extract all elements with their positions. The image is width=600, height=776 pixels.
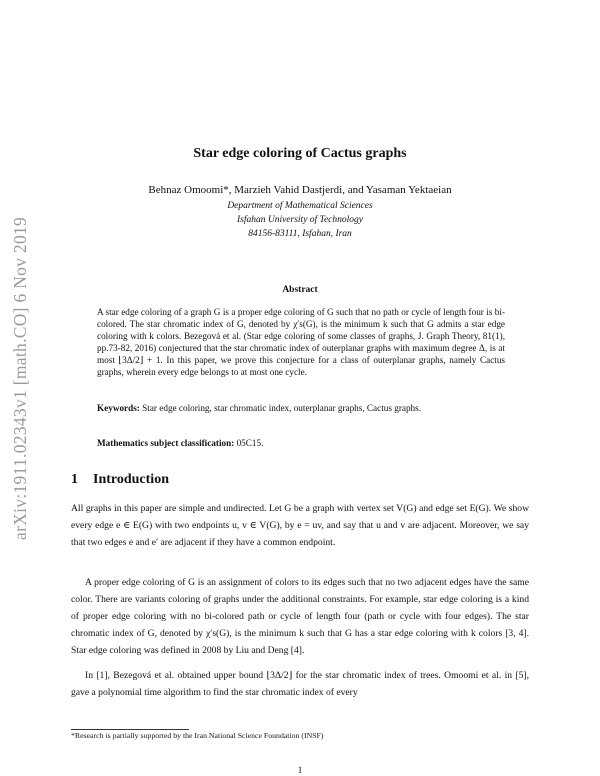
keywords-text: Star edge coloring, star chromatic index, outerplanar graphs, Cactus graphs. — [142, 403, 422, 413]
keywords-label: Keywords: — [97, 403, 140, 413]
paper-title: Star edge coloring of Cactus graphs — [193, 146, 407, 161]
footnote: *Research is partially supported by the Iran National Science Foundation (INSF) — [71, 731, 324, 740]
msc-line — [97, 437, 505, 449]
footnote-rule — [71, 729, 189, 730]
section-number: 1 — [71, 472, 78, 487]
section-heading — [71, 472, 169, 488]
affiliation-address: 84156-83111, Isfahan, Iran — [248, 229, 352, 239]
abstract-text: A star edge coloring of a graph G is a proper edge coloring of G such that no path or cycle of length four is bi-colored. The star chromatic index of G, denoted by χ′s(G), is the minimum k such that G admits a star edge coloring with k colors. Bezegová et al. (Star edge coloring of some classes of graphs, J. Graph Theory, 81(1), pp.73-82, 2016) conjectured that the star chromatic index of outerplanar graphs with maximum degree Δ, is at most ⌊3Δ/2⌋ + 1. In this paper, we prove this conjecture for a class of outerplanar graphs, namely Cactus graphs, wherein every edge belongs to at most one cycle. — [97, 307, 505, 377]
affiliation-university: Isfahan University of Technology — [236, 215, 364, 225]
msc-label: Mathematics subject classification: — [97, 438, 235, 448]
intro-paragraph-2: A proper edge coloring of G is an assignment of colors to its edges such that no two adjacent edges have the same color. There are variants coloring of graphs under the additional constraints. For example, star edge coloring is a kind of proper edge coloring with no bi-colored path or cycle of length four (path or cycle with four edges). The star chromatic index of G, denoted by χ′s(G), is the minimum k such that G has a star edge coloring with k colors [3, 4]. Star edge coloring was defined in 2008 by Liu and Deng [4]. — [71, 577, 529, 656]
intro-paragraph-1: All graphs in this paper are simple and undirected. Let G be a graph with vertex set V(G) and edge set E(G). We show every edge e ∈ E(G) with two endpoints u, v ∈ V(G), by e = uv, and say that u and v are adjacent. Moreover, we say that two edges e and e′ are adjacent if they have a common endpoint. — [71, 503, 529, 548]
section-title: Introduction — [93, 472, 169, 487]
affiliation-department: Department of Mathematical Sciences — [227, 201, 373, 211]
author-list: Behnaz Omoomi*, Marzieh Vahid Dastjerdi, and Yasaman Yektaeian — [148, 184, 452, 196]
msc-code: 05C15. — [236, 438, 264, 448]
arxiv-identifier-stamp: arXiv:1911.02343v1 [math.CO] 6 Nov 2019 — [10, 216, 30, 540]
intro-paragraph-3: In [1], Bezegová et al. obtained upper bound ⌊3Δ/2⌋ for the star chromatic index of trees. Omoomi et al. in [5], gave a polynomial time algorithm to find the star chromatic index of every — [71, 670, 529, 698]
keywords-line — [97, 402, 505, 414]
abstract-heading: Abstract — [282, 285, 318, 295]
page-number: 1 — [297, 766, 303, 776]
